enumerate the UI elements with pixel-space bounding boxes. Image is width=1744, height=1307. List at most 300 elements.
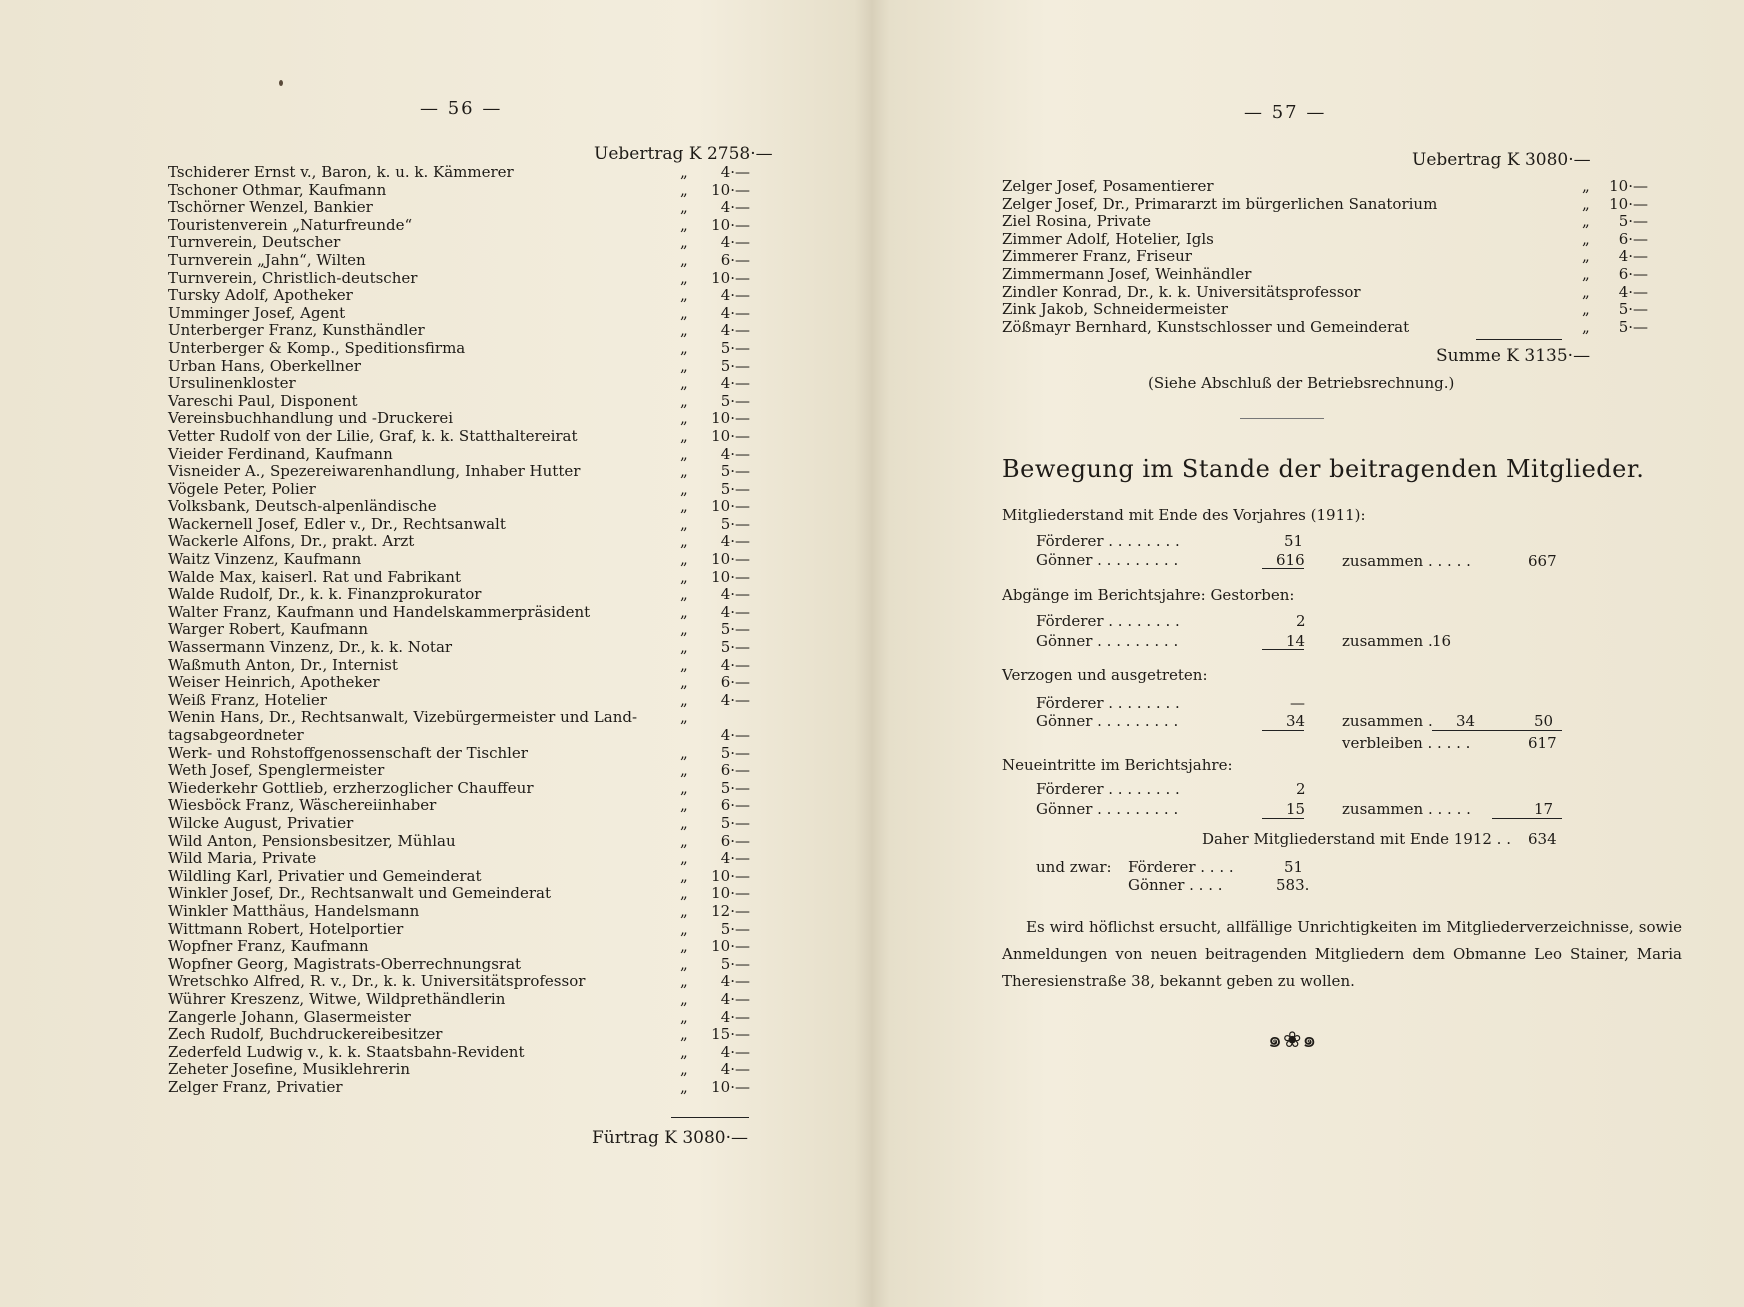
- stat-value: 34: [1286, 712, 1306, 730]
- member-name: Zelger Franz, Privatier: [168, 1077, 343, 1096]
- member-name: Urban Hans, Oberkellner: [168, 356, 361, 375]
- ditto-mark: „: [680, 901, 688, 920]
- closing-note: Es wird höflichst ersucht, allfällige Unrichtigkeiten im Mitgliederverzeichnisse, sowie Anmeldungen von neuen beitragenden Mitgliedern dem Obmanne Leo Stainer, Maria Theresienstraße 38, bekannt geben zu wollen.: [1002, 918, 1682, 990]
- member-name: Visneider A., Spezereiwarenhandlung, Inhaber Hutter: [168, 462, 581, 481]
- section-divider: [1240, 418, 1324, 419]
- stat-value: 14: [1286, 632, 1306, 650]
- ornament-icon: ๑❀๑: [1268, 1028, 1318, 1053]
- stat-foerderer: Förderer . . . . . . . .: [1036, 694, 1180, 712]
- amount: 4·—: [720, 374, 750, 393]
- ditto-mark: „: [680, 250, 688, 269]
- stat-label: Mitgliederstand mit Ende des Vorjahres (1911):: [1002, 506, 1366, 524]
- amount: 4·—: [720, 286, 750, 305]
- list-item: [168, 833, 768, 851]
- list-item: [1002, 266, 1662, 284]
- ditto-mark: „: [680, 708, 688, 727]
- list-item: [168, 692, 768, 710]
- list-item: [168, 639, 768, 657]
- member-name: Zederfeld Ludwig v., k. k. Staatsbahn-Revident: [168, 1042, 525, 1061]
- amount: 4·—: [720, 690, 750, 709]
- sum-total: Summe K 3135·—: [1436, 346, 1591, 366]
- amount: 5·—: [720, 391, 750, 410]
- amount: 4·—: [720, 233, 750, 252]
- member-name: Wretschko Alfred, R. v., Dr., k. k. Universitätsprofessor: [168, 972, 586, 991]
- member-name: Warger Robert, Kaufmann: [168, 620, 369, 639]
- amount: 6·—: [720, 796, 750, 815]
- carry-in: Uebertrag K 3080·—: [1412, 150, 1591, 170]
- member-name: Walde Rudolf, Dr., k. k. Finanzprokurator: [168, 585, 482, 604]
- page-number: — 56 —: [420, 98, 503, 119]
- stat-foerderer: Förderer . . . .: [1128, 858, 1234, 876]
- ditto-mark: „: [680, 1060, 688, 1079]
- list-item: [168, 621, 768, 639]
- member-name: Turnverein „Jahn“, Wilten: [168, 250, 366, 269]
- ditto-mark: „: [680, 620, 688, 639]
- member-name: Wittmann Robert, Hotelportier: [168, 919, 404, 938]
- list-item: [168, 217, 768, 235]
- member-name: Vieider Ferdinand, Kaufmann: [168, 444, 393, 463]
- member-name: Waßmuth Anton, Dr., Internist: [168, 655, 398, 674]
- stat-value: 34: [1456, 712, 1476, 730]
- ditto-mark: „: [680, 356, 688, 375]
- list-item: [1002, 319, 1662, 337]
- ditto-mark: „: [680, 514, 688, 533]
- stat-value: 583.: [1276, 876, 1310, 894]
- list-item: [168, 287, 768, 305]
- list-item: [168, 921, 768, 939]
- carry-in: Uebertrag K 2758·—: [594, 144, 773, 164]
- list-item: [168, 780, 768, 798]
- ditto-mark: „: [680, 233, 688, 252]
- ditto-mark: „: [680, 444, 688, 463]
- ditto-mark: „: [680, 567, 688, 586]
- member-name: Vögele Peter, Polier: [168, 479, 316, 498]
- list-item: [168, 322, 768, 340]
- ditto-mark: „: [680, 532, 688, 551]
- amount: 4·—: [720, 972, 750, 991]
- ditto-mark: „: [680, 338, 688, 357]
- ditto-mark: „: [680, 849, 688, 868]
- list-item: [168, 498, 768, 516]
- member-name: Zeheter Josefine, Musiklehrerin: [168, 1060, 410, 1079]
- ditto-mark: „: [680, 286, 688, 305]
- list-item: [168, 903, 768, 921]
- stat-label: Verzogen und ausgetreten:: [1002, 666, 1208, 684]
- amount: 4·—: [720, 532, 750, 551]
- list-item: [168, 446, 768, 464]
- ditto-mark: „: [680, 690, 688, 709]
- amount: 10·—: [711, 497, 750, 516]
- member-name: Tschoner Othmar, Kaufmann: [168, 180, 387, 199]
- list-item: [1002, 248, 1662, 266]
- amount: 10·—: [711, 866, 750, 885]
- ditto-mark: „: [680, 268, 688, 287]
- amount: 6·—: [720, 250, 750, 269]
- list-item: [168, 868, 768, 886]
- member-name: Wackerle Alfons, Dr., prakt. Arzt: [168, 532, 415, 551]
- page-57: [872, 0, 1744, 1307]
- list-item: [168, 463, 768, 481]
- ditto-mark: „: [1582, 317, 1590, 336]
- member-name: Vereinsbuchhandlung und -Druckerei: [168, 409, 454, 428]
- member-name: Turnverein, Deutscher: [168, 233, 341, 252]
- stat-zusammen: zusammen . . . . .: [1342, 552, 1471, 570]
- member-name: Wührer Kreszenz, Witwe, Wildprethändlerin: [168, 989, 506, 1008]
- member-name: Wopfner Georg, Magistrats-Oberrechnungsrat: [168, 954, 522, 973]
- list-item: [168, 815, 768, 833]
- ditto-mark: „: [1582, 212, 1590, 231]
- list-item: [168, 340, 768, 358]
- stat-value: 2: [1296, 612, 1306, 630]
- list-item: [1002, 178, 1662, 196]
- stat-value: 17: [1534, 800, 1554, 818]
- member-name: Wopfner Franz, Kaufmann: [168, 937, 369, 956]
- list-item: [168, 393, 768, 411]
- list-item: [168, 973, 768, 991]
- amount: 4·—: [720, 585, 750, 604]
- ditto-mark: „: [680, 585, 688, 604]
- amount: 6·—: [1618, 229, 1648, 248]
- ditto-mark: „: [680, 409, 688, 428]
- amount: 4·—: [720, 1042, 750, 1061]
- stat-goenner: Gönner . . . . . . . . .: [1036, 800, 1179, 818]
- member-name: Wild Anton, Pensionsbesitzer, Mühlau: [168, 831, 456, 850]
- list-item: [168, 533, 768, 551]
- member-name: Wildling Karl, Privatier und Gemeinderat: [168, 866, 482, 885]
- stat-daher: Daher Mitgliederstand mit Ende 1912 . .: [1202, 830, 1511, 848]
- amount: 4·—: [720, 321, 750, 340]
- list-item: [168, 885, 768, 903]
- amount: 10·—: [711, 426, 750, 445]
- list-item: [168, 551, 768, 569]
- stat-value: 634: [1528, 830, 1557, 848]
- member-name: Wassermann Vinzenz, Dr., k. k. Notar: [168, 638, 453, 657]
- stat-goenner: Gönner . . . . . . . . .: [1036, 551, 1179, 569]
- ditto-mark: „: [680, 1077, 688, 1096]
- amount: 5·—: [720, 778, 750, 797]
- ditto-mark: „: [1582, 247, 1590, 266]
- sum-rule: [1262, 649, 1304, 650]
- member-name: Tschiderer Ernst v., Baron, k. u. k. Kämmerer: [168, 163, 514, 181]
- amount: 10·—: [711, 1077, 750, 1096]
- member-name: Tschörner Wenzel, Bankier: [168, 198, 373, 217]
- sum-rule: [1492, 818, 1562, 819]
- list-item: [168, 745, 768, 763]
- page-number: — 57 —: [1244, 102, 1327, 123]
- member-name: Wenin Hans, Dr., Rechtsanwalt, Vizebürgermeister und Land-: [168, 708, 638, 727]
- ditto-mark: „: [680, 550, 688, 569]
- list-item: [168, 1026, 768, 1044]
- member-name: Wiederkehr Gottlieb, erzherzoglicher Chauffeur: [168, 778, 534, 797]
- ditto-mark: „: [680, 198, 688, 217]
- member-name: Touristenverein „Naturfreunde“: [168, 215, 413, 234]
- member-name: Unterberger & Komp., Speditionsfirma: [168, 338, 466, 357]
- stat-foerderer: Förderer . . . . . . . .: [1036, 532, 1180, 550]
- member-name: Werk- und Rohstoffgenossenschaft der Tischler: [168, 743, 528, 762]
- stat-value: 51: [1284, 532, 1304, 550]
- stat-value: 667: [1528, 552, 1557, 570]
- list-item: [168, 797, 768, 815]
- member-name: Weiser Heinrich, Apotheker: [168, 673, 380, 692]
- stat-zusammen: zusammen .: [1342, 712, 1433, 730]
- see-note: (Siehe Abschluß der Betriebsrechnung.): [1148, 374, 1455, 392]
- ditto-mark: „: [680, 303, 688, 322]
- member-name: Weth Josef, Spenglermeister: [168, 761, 385, 780]
- amount: 4·—: [720, 726, 750, 744]
- member-name: tagsabgeordneter: [168, 726, 304, 744]
- list-item: [168, 199, 768, 217]
- ditto-mark: „: [680, 602, 688, 621]
- list-item: [1002, 301, 1662, 319]
- sum-rule: [1262, 730, 1304, 731]
- member-name: Wild Maria, Private: [168, 849, 317, 868]
- amount: 10·—: [1609, 194, 1648, 213]
- list-item: [1002, 196, 1662, 214]
- amount: 4·—: [1618, 282, 1648, 301]
- ditto-mark: „: [680, 215, 688, 234]
- member-name: Weiß Franz, Hotelier: [168, 690, 327, 709]
- list-item: [168, 727, 768, 745]
- member-name: Wackernell Josef, Edler v., Dr., Rechtsanwalt: [168, 514, 506, 533]
- ditto-mark: „: [680, 796, 688, 815]
- ditto-mark: „: [1582, 300, 1590, 319]
- amount: 15·—: [711, 1025, 750, 1044]
- member-name: Zimmer Adolf, Hotelier, Igls: [1002, 229, 1214, 248]
- amount: 10·—: [711, 937, 750, 956]
- amount: 4·—: [720, 989, 750, 1008]
- stat-value: 16: [1432, 632, 1452, 650]
- list-item: [168, 164, 768, 182]
- member-name: Wilcke August, Privatier: [168, 813, 354, 832]
- amount: 5·—: [720, 356, 750, 375]
- amount: 4·—: [720, 1060, 750, 1079]
- amount: 5·—: [1618, 317, 1648, 336]
- stat-goenner: Gönner . . . . . . . . .: [1036, 632, 1179, 650]
- member-name: Zelger Josef, Dr., Primararzt im bürgerlichen Sanatorium: [1002, 194, 1438, 213]
- list-item: [168, 938, 768, 956]
- ditto-mark: „: [680, 673, 688, 692]
- ditto-mark: „: [680, 1042, 688, 1061]
- list-item: [168, 569, 768, 587]
- amount: 4·—: [720, 163, 750, 181]
- member-name: Vetter Rudolf von der Lilie, Graf, k. k. Statthaltereirat: [168, 426, 578, 445]
- member-name: Wiesböck Franz, Wäschereiinhaber: [168, 796, 437, 815]
- amount: 5·—: [720, 919, 750, 938]
- list-item: [168, 1044, 768, 1062]
- amount: 4·—: [720, 849, 750, 868]
- ditto-mark: „: [680, 919, 688, 938]
- stat-foerderer: Förderer . . . . . . . .: [1036, 780, 1180, 798]
- stat-undzwar: und zwar:: [1036, 858, 1112, 876]
- ditto-mark: „: [680, 180, 688, 199]
- amount: 4·—: [720, 303, 750, 322]
- member-name: Zindler Konrad, Dr., k. k. Universitätsprofessor: [1002, 282, 1361, 301]
- stat-label: Neueintritte im Berichtsjahre:: [1002, 756, 1233, 774]
- member-name: Walter Franz, Kaufmann und Handelskammerpräsident: [168, 602, 591, 621]
- list-item: [168, 762, 768, 780]
- list-item: [168, 234, 768, 252]
- member-name: Zangerle Johann, Glasermeister: [168, 1007, 411, 1026]
- list-item: [168, 956, 768, 974]
- member-name: Volksbank, Deutsch-alpenländische: [168, 497, 437, 516]
- ditto-mark: „: [680, 972, 688, 991]
- list-item: [168, 252, 768, 270]
- amount: 10·—: [711, 268, 750, 287]
- stat-goenner: Gönner . . . . . . . . .: [1036, 712, 1179, 730]
- list-item: [168, 604, 768, 622]
- amount: 5·—: [720, 638, 750, 657]
- member-name: Waitz Vinzenz, Kaufmann: [168, 550, 362, 569]
- list-item: [168, 305, 768, 323]
- ditto-mark: „: [680, 761, 688, 780]
- amount: 10·—: [711, 550, 750, 569]
- list-item: [168, 1061, 768, 1079]
- ditto-mark: „: [680, 391, 688, 410]
- member-name: Winkler Matthäus, Handelsmann: [168, 901, 420, 920]
- ditto-mark: „: [680, 426, 688, 445]
- sum-rule: [1432, 730, 1562, 731]
- ditto-mark: „: [680, 163, 688, 181]
- ditto-mark: „: [1582, 177, 1590, 195]
- amount: 6·—: [720, 761, 750, 780]
- list-item: [168, 991, 768, 1009]
- stat-goenner: Gönner . . . .: [1128, 876, 1223, 894]
- member-name: Zößmayr Bernhard, Kunstschlosser und Gemeinderat: [1002, 317, 1410, 336]
- section-heading: Bewegung im Stande der beitragenden Mitglieder.: [1002, 455, 1645, 483]
- list-item: [168, 1009, 768, 1027]
- ditto-mark: „: [680, 321, 688, 340]
- stat-zusammen: zusammen .: [1342, 632, 1433, 650]
- ditto-mark: „: [680, 1025, 688, 1044]
- list-item: [168, 428, 768, 446]
- ditto-mark: „: [680, 1007, 688, 1026]
- member-name: Turnverein, Christlich-deutscher: [168, 268, 418, 287]
- amount: 4·—: [720, 655, 750, 674]
- list-item: [168, 270, 768, 288]
- stat-value: 617: [1528, 734, 1557, 752]
- ditto-mark: „: [680, 479, 688, 498]
- ditto-mark: „: [680, 866, 688, 885]
- amount: 12·—: [711, 901, 750, 920]
- ditto-mark: „: [1582, 282, 1590, 301]
- list-item: [168, 481, 768, 499]
- ditto-mark: „: [680, 989, 688, 1008]
- ditto-mark: „: [680, 831, 688, 850]
- member-list: [1002, 178, 1662, 336]
- stat-label: Abgänge im Berichtsjahre: Gestorben:: [1002, 586, 1295, 604]
- amount: 10·—: [711, 567, 750, 586]
- stat-value: —: [1290, 694, 1305, 712]
- list-item: [1002, 213, 1662, 231]
- member-name: Zimmermann Josef, Weinhändler: [1002, 264, 1252, 283]
- ditto-mark: „: [1582, 264, 1590, 283]
- amount: 4·—: [1618, 247, 1648, 266]
- member-name: Vareschi Paul, Disponent: [168, 391, 358, 410]
- member-name: Walde Max, kaiserl. Rat und Fabrikant: [168, 567, 461, 586]
- ditto-mark: „: [680, 497, 688, 516]
- amount: 5·—: [720, 479, 750, 498]
- ditto-mark: „: [680, 954, 688, 973]
- amount: 4·—: [720, 602, 750, 621]
- amount: 4·—: [720, 444, 750, 463]
- member-name: Umminger Josef, Agent: [168, 303, 346, 322]
- member-list: [168, 164, 768, 1096]
- amount: 6·—: [1618, 264, 1648, 283]
- list-item: [168, 182, 768, 200]
- ditto-mark: „: [680, 638, 688, 657]
- list-item: [168, 1079, 768, 1097]
- amount: 5·—: [720, 462, 750, 481]
- list-item: [168, 709, 768, 727]
- list-item: [168, 410, 768, 428]
- sum-rule: [1262, 818, 1304, 819]
- ditto-mark: „: [680, 655, 688, 674]
- list-item: [168, 516, 768, 534]
- amount: 5·—: [720, 743, 750, 762]
- list-item: [168, 674, 768, 692]
- ditto-mark: „: [680, 462, 688, 481]
- stat-value: 2: [1296, 780, 1306, 798]
- carry-out: Fürtrag K 3080·—: [592, 1128, 749, 1148]
- amount: 6·—: [720, 673, 750, 692]
- sum-rule: [1476, 339, 1562, 340]
- stat-value: 50: [1534, 712, 1554, 730]
- amount: 5·—: [720, 954, 750, 973]
- amount: 4·—: [720, 198, 750, 217]
- amount: 10·—: [711, 409, 750, 428]
- member-name: Ursulinenkloster: [168, 374, 296, 393]
- stat-value: 15: [1286, 800, 1306, 818]
- member-name: Zimmerer Franz, Friseur: [1002, 247, 1192, 266]
- amount: 6·—: [720, 831, 750, 850]
- sum-rule: [671, 1117, 749, 1118]
- amount: 10·—: [711, 215, 750, 234]
- list-item: [168, 358, 768, 376]
- ditto-mark: „: [680, 778, 688, 797]
- member-name: Unterberger Franz, Kunsthändler: [168, 321, 425, 340]
- amount: 4·—: [720, 1007, 750, 1026]
- ditto-mark: „: [680, 884, 688, 903]
- ditto-mark: „: [680, 743, 688, 762]
- amount: 10·—: [711, 884, 750, 903]
- list-item: [168, 657, 768, 675]
- member-name: Zech Rudolf, Buchdruckereibesitzer: [168, 1025, 443, 1044]
- list-item: [1002, 231, 1662, 249]
- member-name: Tursky Adolf, Apotheker: [168, 286, 353, 305]
- member-name: Winkler Josef, Dr., Rechtsanwalt und Gemeinderat: [168, 884, 552, 903]
- amount: 5·—: [1618, 300, 1648, 319]
- ditto-mark: „: [680, 937, 688, 956]
- ink-speck: [279, 80, 283, 86]
- list-item: [1002, 284, 1662, 302]
- amount: 5·—: [720, 338, 750, 357]
- amount: 10·—: [711, 180, 750, 199]
- amount: 5·—: [1618, 212, 1648, 231]
- list-item: [168, 586, 768, 604]
- list-item: [168, 850, 768, 868]
- member-name: Zink Jakob, Schneidermeister: [1002, 300, 1228, 319]
- amount: 10·—: [1609, 177, 1648, 195]
- member-name: Ziel Rosina, Private: [1002, 212, 1152, 231]
- stat-value: 616: [1276, 551, 1305, 569]
- member-name: Zelger Josef, Posamentierer: [1002, 177, 1214, 195]
- amount: 5·—: [720, 514, 750, 533]
- list-item: [168, 375, 768, 393]
- stat-zusammen: zusammen . . . . .: [1342, 800, 1471, 818]
- stat-foerderer: Förderer . . . . . . . .: [1036, 612, 1180, 630]
- stat-value: 51: [1284, 858, 1304, 876]
- amount: 5·—: [720, 813, 750, 832]
